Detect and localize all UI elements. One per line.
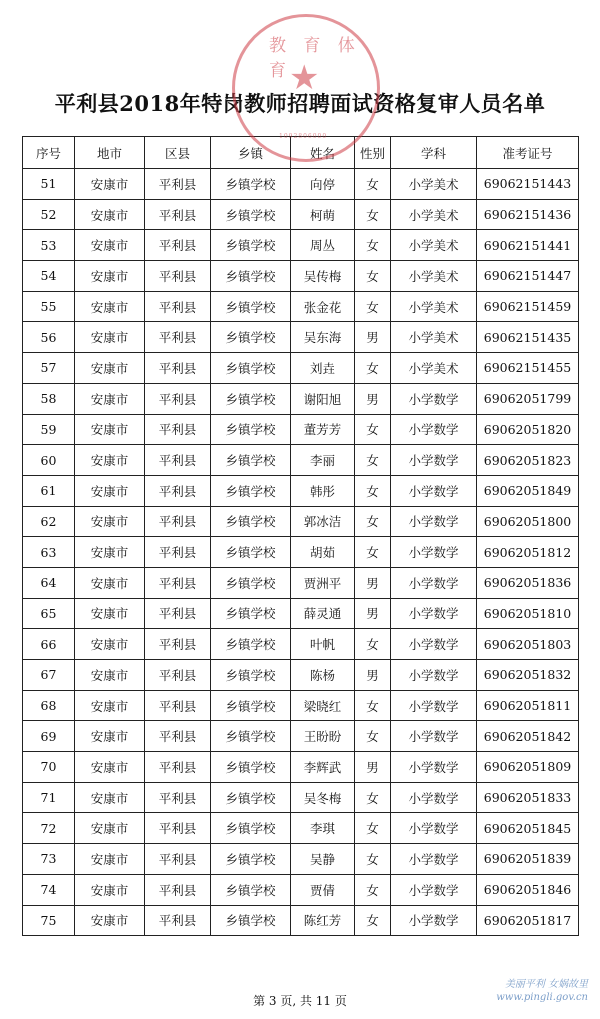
cell-city: 安康市 xyxy=(75,598,145,629)
header-city: 地市 xyxy=(75,137,145,169)
cell-index: 64 xyxy=(23,567,75,598)
cell-index: 60 xyxy=(23,445,75,476)
cell-city: 安康市 xyxy=(75,813,145,844)
cell-subject: 小学数学 xyxy=(391,475,477,506)
cell-town: 乡镇学校 xyxy=(211,537,291,568)
table-row xyxy=(23,598,579,629)
cell-gender: 女 xyxy=(355,506,391,537)
cell-name: 叶帆 xyxy=(291,629,355,660)
cell-county: 平利县 xyxy=(145,322,211,353)
table-row xyxy=(23,752,579,783)
cell-index: 59 xyxy=(23,414,75,445)
cell-index: 75 xyxy=(23,905,75,936)
table-row xyxy=(23,475,579,506)
header-index: 序号 xyxy=(23,137,75,169)
header-town: 乡镇 xyxy=(211,137,291,169)
table-row xyxy=(23,291,579,322)
cell-town: 乡镇学校 xyxy=(211,169,291,200)
cell-town: 乡镇学校 xyxy=(211,322,291,353)
cell-exam-id: 69062151436 xyxy=(477,199,579,230)
cell-index: 70 xyxy=(23,752,75,783)
cell-town: 乡镇学校 xyxy=(211,660,291,691)
table-row xyxy=(23,660,579,691)
cell-index: 65 xyxy=(23,598,75,629)
cell-name: 王盼盼 xyxy=(291,721,355,752)
cell-county: 平利县 xyxy=(145,752,211,783)
cell-gender: 女 xyxy=(355,629,391,660)
cell-county: 平利县 xyxy=(145,813,211,844)
cell-index: 54 xyxy=(23,261,75,292)
table-row xyxy=(23,261,579,292)
cell-name: 向停 xyxy=(291,169,355,200)
cell-city: 安康市 xyxy=(75,782,145,813)
cell-index: 62 xyxy=(23,506,75,537)
cell-town: 乡镇学校 xyxy=(211,874,291,905)
cell-index: 67 xyxy=(23,660,75,691)
cell-gender: 女 xyxy=(355,537,391,568)
cell-index: 66 xyxy=(23,629,75,660)
cell-exam-id: 69062051811 xyxy=(477,690,579,721)
cell-gender: 男 xyxy=(355,383,391,414)
cell-exam-id: 69062051817 xyxy=(477,905,579,936)
cell-index: 74 xyxy=(23,874,75,905)
cell-index: 61 xyxy=(23,475,75,506)
table-row xyxy=(23,844,579,875)
cell-city: 安康市 xyxy=(75,291,145,322)
cell-town: 乡镇学校 xyxy=(211,567,291,598)
cell-subject: 小学数学 xyxy=(391,813,477,844)
cell-town: 乡镇学校 xyxy=(211,629,291,660)
cell-town: 乡镇学校 xyxy=(211,445,291,476)
cell-subject: 小学数学 xyxy=(391,598,477,629)
cell-exam-id: 69062051809 xyxy=(477,752,579,783)
cell-subject: 小学数学 xyxy=(391,874,477,905)
cell-county: 平利县 xyxy=(145,537,211,568)
cell-subject: 小学数学 xyxy=(391,660,477,691)
candidate-table xyxy=(22,136,579,936)
cell-index: 63 xyxy=(23,537,75,568)
cell-city: 安康市 xyxy=(75,261,145,292)
cell-name: 李琪 xyxy=(291,813,355,844)
cell-town: 乡镇学校 xyxy=(211,199,291,230)
cell-name: 薛灵通 xyxy=(291,598,355,629)
cell-town: 乡镇学校 xyxy=(211,230,291,261)
cell-town: 乡镇学校 xyxy=(211,353,291,384)
cell-exam-id: 69062051839 xyxy=(477,844,579,875)
cell-county: 平利县 xyxy=(145,782,211,813)
cell-city: 安康市 xyxy=(75,660,145,691)
cell-town: 乡镇学校 xyxy=(211,721,291,752)
cell-city: 安康市 xyxy=(75,752,145,783)
cell-index: 69 xyxy=(23,721,75,752)
table-row xyxy=(23,506,579,537)
cell-gender: 男 xyxy=(355,752,391,783)
cell-town: 乡镇学校 xyxy=(211,844,291,875)
cell-county: 平利县 xyxy=(145,414,211,445)
cell-city: 安康市 xyxy=(75,169,145,200)
cell-name: 柯萌 xyxy=(291,199,355,230)
cell-subject: 小学美术 xyxy=(391,199,477,230)
cell-exam-id: 69062051800 xyxy=(477,506,579,537)
cell-subject: 小学数学 xyxy=(391,690,477,721)
cell-name: 郭冰洁 xyxy=(291,506,355,537)
cell-index: 55 xyxy=(23,291,75,322)
cell-gender: 女 xyxy=(355,813,391,844)
cell-county: 平利县 xyxy=(145,598,211,629)
header-exam-id: 准考证号 xyxy=(477,137,579,169)
cell-county: 平利县 xyxy=(145,690,211,721)
cell-name: 李丽 xyxy=(291,445,355,476)
cell-gender: 女 xyxy=(355,199,391,230)
cell-city: 安康市 xyxy=(75,199,145,230)
cell-city: 安康市 xyxy=(75,874,145,905)
cell-exam-id: 69062051836 xyxy=(477,567,579,598)
cell-name: 胡茹 xyxy=(291,537,355,568)
table-row xyxy=(23,199,579,230)
cell-county: 平利县 xyxy=(145,291,211,322)
table-header-row xyxy=(23,137,579,169)
cell-exam-id: 69062051812 xyxy=(477,537,579,568)
cell-county: 平利县 xyxy=(145,169,211,200)
cell-city: 安康市 xyxy=(75,414,145,445)
cell-subject: 小学数学 xyxy=(391,537,477,568)
table-row xyxy=(23,690,579,721)
cell-exam-id: 69062051849 xyxy=(477,475,579,506)
cell-exam-id: 69062051799 xyxy=(477,383,579,414)
cell-exam-id: 69062051810 xyxy=(477,598,579,629)
cell-subject: 小学数学 xyxy=(391,752,477,783)
cell-gender: 男 xyxy=(355,598,391,629)
cell-county: 平利县 xyxy=(145,905,211,936)
cell-town: 乡镇学校 xyxy=(211,291,291,322)
cell-exam-id: 69062051845 xyxy=(477,813,579,844)
site-watermark xyxy=(496,978,588,1004)
watermark-url: www.pingli.gov.cn xyxy=(496,992,588,1003)
cell-exam-id: 69062151459 xyxy=(477,291,579,322)
table-row xyxy=(23,629,579,660)
cell-name: 梁晓红 xyxy=(291,690,355,721)
cell-subject: 小学数学 xyxy=(391,844,477,875)
cell-name: 韩彤 xyxy=(291,475,355,506)
cell-town: 乡镇学校 xyxy=(211,475,291,506)
cell-county: 平利县 xyxy=(145,383,211,414)
cell-county: 平利县 xyxy=(145,721,211,752)
cell-index: 53 xyxy=(23,230,75,261)
cell-town: 乡镇学校 xyxy=(211,261,291,292)
table-row xyxy=(23,353,579,384)
header-subject: 学科 xyxy=(391,137,477,169)
cell-gender: 女 xyxy=(355,261,391,292)
seal-code: 1092806000 xyxy=(279,133,328,140)
cell-index: 73 xyxy=(23,844,75,875)
cell-name: 周丛 xyxy=(291,230,355,261)
cell-exam-id: 69062051833 xyxy=(477,782,579,813)
table-row xyxy=(23,782,579,813)
cell-town: 乡镇学校 xyxy=(211,905,291,936)
cell-gender: 女 xyxy=(355,353,391,384)
cell-exam-id: 69062151447 xyxy=(477,261,579,292)
cell-name: 刘垚 xyxy=(291,353,355,384)
cell-exam-id: 69062051846 xyxy=(477,874,579,905)
cell-city: 安康市 xyxy=(75,537,145,568)
cell-gender: 男 xyxy=(355,660,391,691)
header-gender: 性别 xyxy=(355,137,391,169)
cell-county: 平利县 xyxy=(145,475,211,506)
cell-name: 吴静 xyxy=(291,844,355,875)
cell-exam-id: 69062051823 xyxy=(477,445,579,476)
table-row xyxy=(23,383,579,414)
cell-city: 安康市 xyxy=(75,567,145,598)
cell-city: 安康市 xyxy=(75,230,145,261)
star-icon: ★ xyxy=(289,58,320,98)
table-row xyxy=(23,169,579,200)
cell-county: 平利县 xyxy=(145,230,211,261)
cell-town: 乡镇学校 xyxy=(211,813,291,844)
table-row xyxy=(23,905,579,936)
cell-city: 安康市 xyxy=(75,322,145,353)
cell-name: 董芳芳 xyxy=(291,414,355,445)
cell-name: 吴东海 xyxy=(291,322,355,353)
cell-gender: 女 xyxy=(355,230,391,261)
cell-county: 平利县 xyxy=(145,261,211,292)
cell-subject: 小学美术 xyxy=(391,291,477,322)
cell-town: 乡镇学校 xyxy=(211,752,291,783)
cell-exam-id: 69062151443 xyxy=(477,169,579,200)
cell-subject: 小学数学 xyxy=(391,506,477,537)
cell-city: 安康市 xyxy=(75,353,145,384)
cell-subject: 小学数学 xyxy=(391,445,477,476)
cell-gender: 女 xyxy=(355,291,391,322)
cell-name: 吴冬梅 xyxy=(291,782,355,813)
cell-exam-id: 69062151435 xyxy=(477,322,579,353)
cell-city: 安康市 xyxy=(75,629,145,660)
cell-index: 52 xyxy=(23,199,75,230)
cell-subject: 小学美术 xyxy=(391,169,477,200)
cell-gender: 女 xyxy=(355,414,391,445)
header-name: 姓名 xyxy=(291,137,355,169)
cell-county: 平利县 xyxy=(145,874,211,905)
cell-county: 平利县 xyxy=(145,629,211,660)
cell-county: 平利县 xyxy=(145,353,211,384)
cell-index: 58 xyxy=(23,383,75,414)
cell-index: 71 xyxy=(23,782,75,813)
cell-gender: 女 xyxy=(355,690,391,721)
cell-index: 51 xyxy=(23,169,75,200)
cell-county: 平利县 xyxy=(145,567,211,598)
seal-text: 教 育 体 育 xyxy=(269,36,361,81)
cell-town: 乡镇学校 xyxy=(211,690,291,721)
cell-name: 贾洲平 xyxy=(291,567,355,598)
cell-gender: 女 xyxy=(355,782,391,813)
page-number: 第 3 页, 共 11 页 xyxy=(253,994,347,1008)
cell-town: 乡镇学校 xyxy=(211,782,291,813)
cell-subject: 小学数学 xyxy=(391,414,477,445)
cell-town: 乡镇学校 xyxy=(211,414,291,445)
cell-city: 安康市 xyxy=(75,506,145,537)
cell-index: 72 xyxy=(23,813,75,844)
cell-name: 李辉武 xyxy=(291,752,355,783)
cell-index: 68 xyxy=(23,690,75,721)
document-title: 平利县2018年特岗教师招聘面试资格复审人员名单 xyxy=(54,91,546,116)
cell-name: 陈杨 xyxy=(291,660,355,691)
cell-exam-id: 69062051842 xyxy=(477,721,579,752)
cell-gender: 女 xyxy=(355,874,391,905)
table-row xyxy=(23,230,579,261)
cell-name: 谢阳旭 xyxy=(291,383,355,414)
cell-city: 安康市 xyxy=(75,844,145,875)
cell-city: 安康市 xyxy=(75,475,145,506)
cell-index: 57 xyxy=(23,353,75,384)
cell-county: 平利县 xyxy=(145,445,211,476)
cell-name: 陈红芳 xyxy=(291,905,355,936)
cell-county: 平利县 xyxy=(145,199,211,230)
table-row xyxy=(23,874,579,905)
cell-name: 张金花 xyxy=(291,291,355,322)
cell-subject: 小学美术 xyxy=(391,261,477,292)
cell-subject: 小学数学 xyxy=(391,782,477,813)
cell-index: 56 xyxy=(23,322,75,353)
cell-subject: 小学数学 xyxy=(391,629,477,660)
cell-town: 乡镇学校 xyxy=(211,506,291,537)
cell-gender: 男 xyxy=(355,322,391,353)
cell-county: 平利县 xyxy=(145,506,211,537)
table-row xyxy=(23,567,579,598)
cell-city: 安康市 xyxy=(75,445,145,476)
table-row xyxy=(23,414,579,445)
cell-city: 安康市 xyxy=(75,383,145,414)
table-row xyxy=(23,721,579,752)
cell-subject: 小学美术 xyxy=(391,230,477,261)
cell-subject: 小学数学 xyxy=(391,567,477,598)
table-row xyxy=(23,813,579,844)
cell-city: 安康市 xyxy=(75,905,145,936)
cell-town: 乡镇学校 xyxy=(211,383,291,414)
cell-gender: 女 xyxy=(355,844,391,875)
table-row xyxy=(23,322,579,353)
cell-subject: 小学数学 xyxy=(391,383,477,414)
cell-name: 吴传梅 xyxy=(291,261,355,292)
cell-exam-id: 69062051832 xyxy=(477,660,579,691)
header-county: 区县 xyxy=(145,137,211,169)
cell-subject: 小学数学 xyxy=(391,721,477,752)
table-row xyxy=(23,445,579,476)
cell-exam-id: 69062151441 xyxy=(477,230,579,261)
cell-gender: 女 xyxy=(355,169,391,200)
cell-exam-id: 69062151455 xyxy=(477,353,579,384)
cell-gender: 女 xyxy=(355,475,391,506)
cell-subject: 小学数学 xyxy=(391,905,477,936)
cell-county: 平利县 xyxy=(145,844,211,875)
watermark-slogan: 美丽平利 女娲故里 xyxy=(504,979,588,990)
cell-exam-id: 69062051820 xyxy=(477,414,579,445)
cell-city: 安康市 xyxy=(75,690,145,721)
cell-subject: 小学美术 xyxy=(391,353,477,384)
cell-gender: 男 xyxy=(355,567,391,598)
cell-gender: 女 xyxy=(355,905,391,936)
table-row xyxy=(23,537,579,568)
cell-city: 安康市 xyxy=(75,721,145,752)
cell-exam-id: 69062051803 xyxy=(477,629,579,660)
cell-subject: 小学美术 xyxy=(391,322,477,353)
cell-gender: 女 xyxy=(355,721,391,752)
cell-gender: 女 xyxy=(355,445,391,476)
cell-name: 贾倩 xyxy=(291,874,355,905)
cell-county: 平利县 xyxy=(145,660,211,691)
cell-town: 乡镇学校 xyxy=(211,598,291,629)
